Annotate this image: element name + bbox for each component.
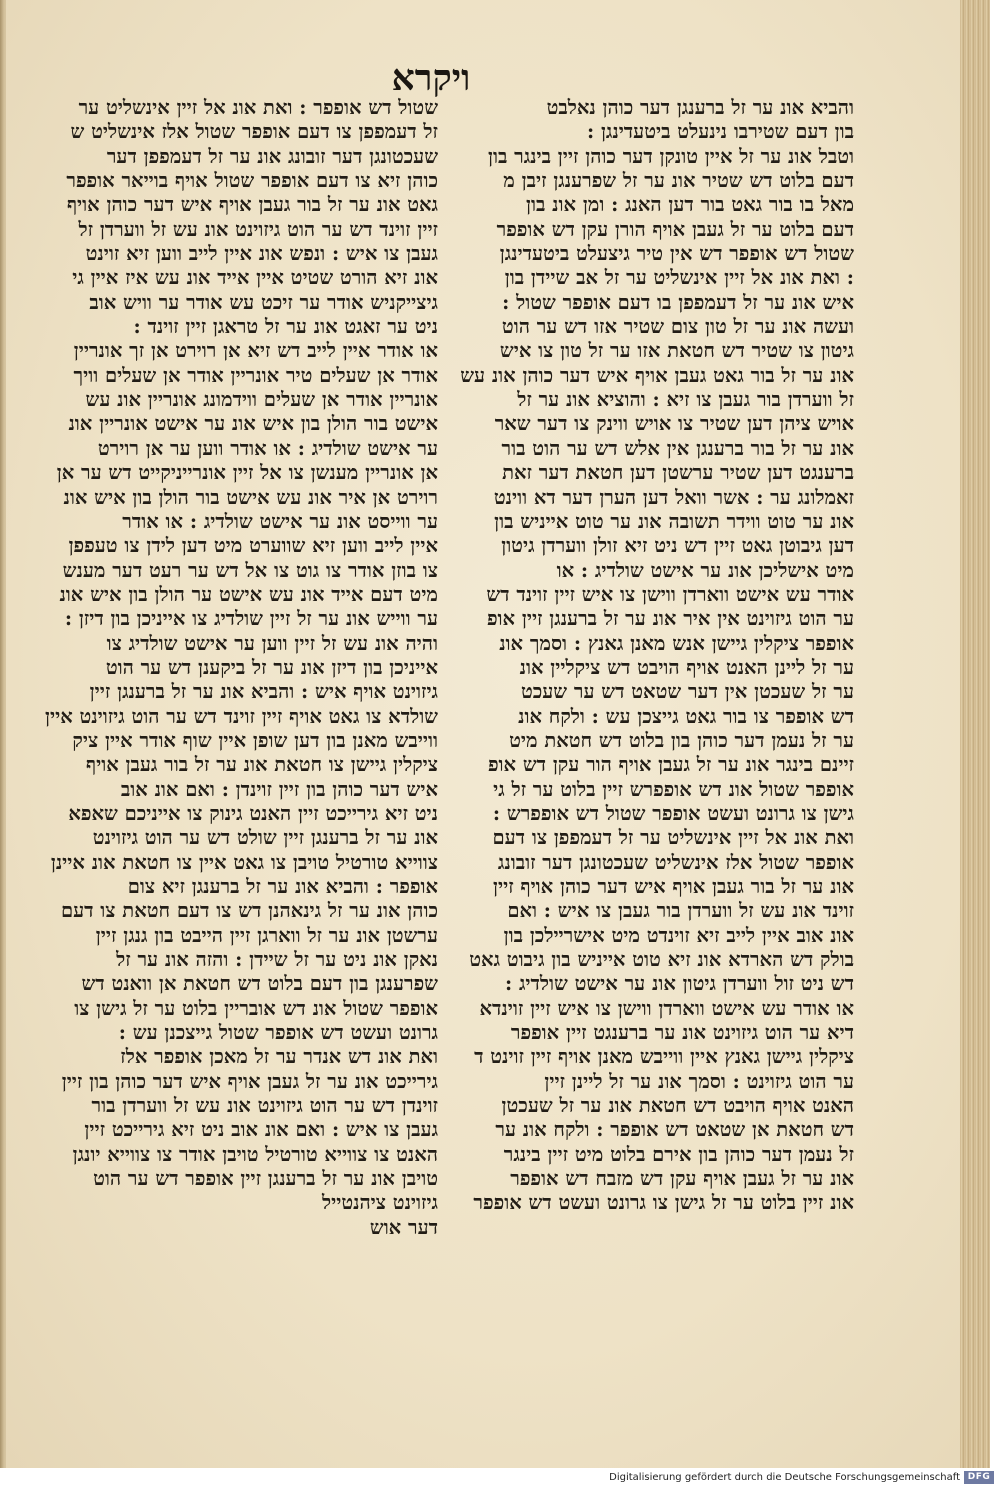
text-line: געבן צו איש : ואם אונ אוב ניט זיא גירייכט זיין	[84, 1118, 438, 1142]
text-line: אודר אן שעלים טיר אונריין אודר אן שעלים וויך	[73, 363, 438, 387]
page-fore-edge	[959, 0, 990, 1468]
text-line: זל ווערדן בור געבן צו זיא : והוציא אונ ער זל	[517, 388, 854, 412]
text-line: ואת אונ דש אנדר ער זל מאכן אופפר אלז	[120, 1045, 438, 1069]
text-line: ער הוט גיזוינט : וסמך אונ ער זל ליינן זיין	[544, 1069, 854, 1093]
text-line: שטול דש אופפר : ואת אונ אל זיין אינשליט ער	[78, 96, 438, 119]
text-line: דש אופפר צו בור גאט גייצכן עש : ולקח אונ	[518, 704, 854, 728]
text-line: צווייא טורטיל טויבן צו גאט איין צו חטאת אונ איינן	[50, 850, 438, 874]
text-line: גירייכט אונ ער זל געבן אויף איש דער כוהן בון זיין	[61, 1069, 438, 1093]
text-line: אונ אוב איין לייב זיא זוינדט מיט אישריילכן בון	[503, 923, 854, 947]
left-text-column	[46, 96, 438, 1286]
page-leaf	[6, 0, 960, 1468]
text-line: אן אונריין מענשן צו אל זיין אונרייניקייט דש ער אן	[56, 461, 438, 485]
text-line: מאל בו בור גאט בור דען האנג : ומן אונ בון	[526, 193, 854, 217]
footer-bar	[0, 1468, 1000, 1487]
text-line: אויש ציהן דען שטיר צו אויש ווינק צו דער שאר	[494, 412, 854, 436]
text-line: מיט אישליכן אונ ער אישט שולדיג : או	[556, 558, 854, 582]
running-title: ויקרא	[391, 57, 471, 99]
text-line: שולדא צו גאט אויף זיין זוינד דש ער הוט גיזוינט איין	[45, 704, 438, 728]
text-line: דעם בלוט ער זל געבן אויף הורן עקן דש אופפר	[496, 217, 854, 241]
text-line: ציקלין גיישן גאנץ איין ווייבש מאנן אויף זיין זוינט ד	[474, 1045, 854, 1069]
text-line: והביא אונ ער זל ברענגן דער כוהן נאלבט	[546, 96, 854, 119]
text-line: שעכטונגן דער זובונג אונ ער זל דעמפפן דער	[106, 144, 438, 168]
text-line: געבן צו איש : ונפש אונ איין לייב ווען זיא זוינט	[85, 242, 438, 266]
text-line: ער ווייש אונ ער זל זיין שולדיג צו אייניכן בון דיזן :	[64, 607, 438, 631]
text-line: גרונט ועשט דש אופפר שטול גייצכנן עש :	[118, 1021, 438, 1045]
dfg-logo: DFG	[964, 1471, 994, 1484]
text-line: אונ ער זל בור ברענגן אין אלש דש ער הוט בור	[501, 436, 854, 460]
text-line: ער ווייסט אונ ער אישט שולדיג : או אודר	[122, 509, 438, 533]
text-line: אודר עש אישט ווארדן ווישן צו איש זיין זוינד דש	[486, 582, 854, 606]
text-line: ערשטן אונ ער זל ווארגן זיין הייבט בון גנגן זיין	[95, 923, 438, 947]
text-line: אופפר : והביא אונ ער זל ברענגן זיא צום	[127, 875, 438, 898]
text-line: זיין זוינד דש ער הוט גיזוינט אונ עש זל ווערדן זל	[78, 217, 438, 241]
text-line: או אודר איין לייב דש זיא אן רוירט אן זך אונריין	[73, 339, 438, 363]
text-line: אייניכן בון דיזן אונ ער זל ביקענן דש ער הוט	[105, 655, 438, 679]
text-line: אונ ער זל בור גאט געבן אויף איש דער כוהן אונ עש	[460, 363, 854, 387]
text-line: ער זל נעמן דער כוהן בון בלוט דש חטאת מיט	[509, 728, 854, 752]
text-line: זל דעמפפן צו דעם אופפר שטול אלז אינשליט ש	[70, 120, 438, 144]
text-line: אונ זיין בלוט ער זל גישן צו גרונט ועשט דש אופפר	[473, 1191, 854, 1215]
text-line: אונריין אודר אן שעלים ווידמונג אונריין אונ עש	[85, 388, 438, 412]
text-line: נאקן אונ ניט ער זל שיידן : והזה אונ ער זל	[116, 948, 438, 972]
text-line: דש חטאת אן שטאט דש אופפר : ולקח אונ ער	[495, 1118, 854, 1142]
text-line: גיצייקניש אודר ער זיכט עש אודר ער וויש אוב	[89, 290, 438, 314]
text-line: כוהן זיא צו דעם אופפר שטול אויף בוייאר אופפר	[66, 169, 438, 193]
text-line: גיטון צו שטיר דש חטאת אזו ער זל טון צו איש	[499, 339, 854, 363]
text-line: או אודר עש אישט ווארדן ווישן צו איש זיין זוינדא	[479, 996, 854, 1020]
text-line: ברענגט דען שטיר ערשטן דען חטאת דער זאת	[502, 461, 854, 485]
text-line: דש ניט זול ווערדן גיטון אונ ער אישט שולדיג :	[504, 972, 854, 996]
text-line: מיט דעם אייד אונ עש אישט ער הולן בון איש אונ	[59, 582, 438, 606]
text-line: אונ ער זל בור געבן אויף איש דער כוהן אויף זיין	[493, 875, 854, 898]
text-line: זוינדן דש ער הוט גיזוינט אונ עש זל ווערדן בור	[91, 1094, 438, 1118]
text-line: ואת אונ אל זיין אינשליט ער זל דעמפפן צו דעם	[492, 826, 854, 850]
text-line: דעם בלוט דש שטיר אונ ער זל שפרענגן זיבן מ	[503, 169, 854, 193]
text-line: ער אישט שולדיג : או אודר ווען ער אן רוירט	[97, 436, 438, 460]
text-line: גישן צו גרונט ועשט אופפר שטול דש אופפרש :	[492, 801, 854, 825]
text-line: טויבן אונ ער זל ברענגן זיין אופפר דש ער הוט	[93, 1167, 438, 1191]
right-text-column	[444, 96, 854, 1215]
text-line: אונ זיא הורט שטיט איין אייד אונ עש איז איין גי	[72, 266, 438, 290]
text-line: אונ ער טוט ווידר תשובה אונ ער טוט אייניש בון	[494, 509, 854, 533]
text-line: וטבל אונ ער זל איין טונקן דער כוהן זיין בינגר בון	[488, 144, 854, 168]
text-line: גאט אונ ער זל בור געבן אויף איש דער כוהן אויף	[66, 193, 438, 217]
text-line: איש אונ ער זל דעמפפן בו דעם אופפר שטול :	[502, 290, 854, 314]
text-line: שטול דש אופפר דש אין טיר גיצעלט ביטעדינגן	[499, 242, 854, 266]
text-line: דיא ער הוט גיזוינט אונ ער ברענגט זיין אופפר	[510, 1021, 854, 1045]
text-line: בולק דש הארדא אונ זיא טוט אייניש בון גיבוט גאט	[469, 948, 854, 972]
text-line: : ואת אונ אל זיין אינשליט ער זל אב שיידן בון	[504, 266, 854, 290]
text-line: גיזוינט ציהנטייל	[321, 1191, 438, 1215]
text-line: דער אוש	[369, 1215, 438, 1239]
text-line: זוינד אונ עש זל ווערדן בור געבן צו איש : ואם	[507, 899, 854, 923]
text-line: ציקלין גיישן צו חטאת אונ ער זל בור געבן אויף	[86, 753, 438, 777]
text-line: אונ ער זל געבן אויף עקן דש מזבח דש אופפר	[510, 1167, 854, 1191]
text-line: אופפר ציקלין גיישן אנש מאנן גאנץ : וסמך אונ	[499, 631, 854, 655]
text-line: ועשה אונ ער זל טון צום שטיר אזו דש ער הוט	[501, 315, 854, 339]
text-line: רוירט אן איר אונ עש אישט בור הולן בון איש אונ	[63, 485, 438, 509]
text-line: כוהן אונ ער זל גינאהנן דש צו דעם חטאת צו דעם	[60, 899, 438, 923]
text-line: והיה אונ עש זל זיין ווען ער אישט שולדיג צו	[106, 631, 438, 655]
text-line: ער הוט גיזוינט אין איר אונ ער זל ברענגן זיין אופ	[486, 607, 854, 631]
text-line: שפרענגן בון דעם בלוט דש חטאת אן וואנט דש	[81, 972, 438, 996]
text-line: איין לייב ווען זיא שווערט מיט דען לידן צו טעפפן	[68, 534, 438, 558]
text-line: איש דער כוהן בון זיין זוינדן : ואם אונ אוב	[120, 777, 438, 801]
text-line: גיזוינט אויף איש : והביא אונ ער זל ברענגן זיין	[89, 680, 438, 704]
text-line: האנט צו צווייא טורטיל טויבן אודר צו צווייא יונגן	[72, 1142, 438, 1166]
text-line: זאמלונג ער : אשר וואל דען הערן דער דא ווינט	[493, 485, 854, 509]
digitization-credit: Digitalisierung gefördert durch die Deutsche Forschungsgemeinschaft	[609, 1472, 960, 1483]
text-line: צו בוזן אודר צו גוט צו אל דש ער רעט דער מענש	[62, 558, 438, 582]
text-line: ווייבש מאנן בון דען שופן איין שוף אודר איין ציק	[72, 728, 438, 752]
text-line: זיינם בינגר אונ ער זל געבן אויף הור עקן דש אופ	[487, 753, 854, 777]
text-line: זל נעמן דער כוהן בון אירם בלוט מיט זיין בינגר	[503, 1142, 854, 1166]
text-line: אופפר שטול אלז אינשליט שעכטונגן דער זובונג	[497, 850, 854, 874]
text-line: אישט בור הולן בון איש אונ ער אישט אונריין אונ	[68, 412, 438, 436]
text-line: בון דעם שטירבו נינעלט ביטעדינגן :	[586, 120, 854, 144]
text-line: ניט ער זאגט אונ ער זל טראגן זיין זוינד :	[133, 315, 438, 339]
text-line: אופפר שטול אונ דש אופפרש זיין בלוט ער זל גי	[493, 777, 854, 801]
text-line: ער זל ליינן האנט אויף הויבט דש ציקליין אונ	[519, 655, 854, 679]
text-line: אונ ער זל ברענגן זיין שולט דש ער הוט גיזוינט	[92, 826, 438, 850]
text-line: דען גיבוטן גאט זיין דש ניט זיא זולן ווערדן גיטון	[501, 534, 854, 558]
text-line: ער זל שעכטן אין דער שטאט דש ער שעכט	[520, 680, 854, 704]
text-line: האנט אויף הויבט דש חטאת אונ ער זל שעכטן	[501, 1094, 854, 1118]
text-line: אופפר שטול אונ דש אובריין בלוט ער זל גישן צו	[74, 996, 438, 1020]
text-line: ניט זיא גירייכט זיין האנט גינוק צו אייניכם שאפא	[68, 801, 438, 825]
